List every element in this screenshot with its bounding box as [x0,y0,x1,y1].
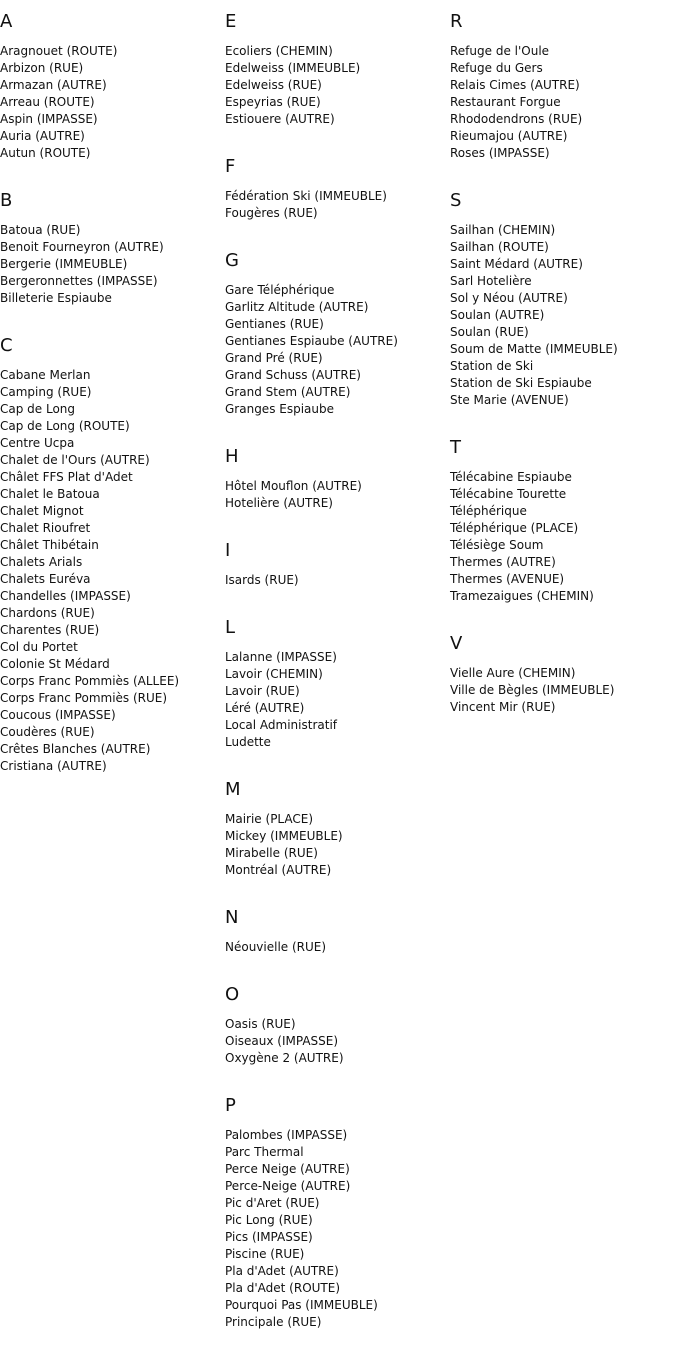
street-list-item [225,60,450,77]
street-list-item [450,307,675,324]
street-list-item [0,656,225,673]
street-list [450,33,675,179]
street-link[interactable]: Corps Franc Pommiès (RUE) [0,691,168,705]
street-link[interactable]: Aragnouet (ROUTE) [0,44,118,58]
street-list [450,459,675,622]
street-list-item [225,478,450,495]
street-link[interactable]: Roses (IMPASSE) [450,146,550,160]
letter-heading: N [225,907,239,928]
street-link[interactable]: Station de Ski Espiaube [450,376,592,390]
street-list [225,929,450,973]
letter-heading: S [450,190,462,211]
street-list-item [0,554,225,571]
street-list-item [450,469,675,486]
street-link[interactable]: Sailhan (CHEMIN) [450,223,556,237]
street-link[interactable]: Palombes (IMPASSE) [225,1128,348,1142]
street-list-item [0,520,225,537]
street-link[interactable]: Cristiana (AUTRE) [0,759,107,773]
street-list-item [225,1144,450,1161]
street-link[interactable]: Local Administratif [225,718,338,732]
street-list [225,639,450,768]
letter-section [225,606,450,768]
street-list-item [225,1050,450,1067]
street-list [225,33,450,145]
street-link[interactable]: Grand Schuss (AUTRE) [225,368,361,382]
street-link[interactable]: Ludette [225,735,271,749]
street-list-item [225,734,450,751]
street-link[interactable]: Gentianes (RUE) [225,317,324,331]
street-list [0,212,225,324]
street-list-item [225,367,450,384]
street-list-item [0,758,225,775]
street-link[interactable]: Télécabine Espiaube [450,470,572,484]
street-list-item [225,401,450,418]
letter-section [225,435,450,529]
street-index-column [0,0,225,792]
street-link[interactable]: Refuge du Gers [450,61,543,75]
street-link[interactable]: Charentes (RUE) [0,623,100,637]
street-link[interactable]: Crêtes Blanches (AUTRE) [0,742,151,756]
street-link[interactable]: Ville de Bègles (IMMEUBLE) [450,683,615,697]
street-index-column [225,0,450,1348]
street-link[interactable]: Cabane Merlan [0,368,91,382]
street-list-item [0,222,225,239]
street-link[interactable]: Pla d'Adet (AUTRE) [225,1264,339,1278]
street-list-item [0,571,225,588]
street-list-item [225,700,450,717]
street-list-item [225,1229,450,1246]
letter-heading: M [225,779,241,800]
street-list [450,212,675,426]
street-list-item [0,452,225,469]
street-list [225,178,450,239]
letter-section [225,239,450,435]
street-list-item [225,1280,450,1297]
street-link[interactable]: Garlitz Altitude (AUTRE) [225,300,369,314]
street-link[interactable]: Pic Long (RUE) [225,1213,313,1227]
street-link[interactable]: Tramezaigues (CHEMIN) [450,589,594,603]
street-link[interactable]: Léré (AUTRE) [225,701,305,715]
street-list-item [0,128,225,145]
street-link[interactable]: Colonie St Médard [0,657,110,671]
street-list-item [0,605,225,622]
street-list-item [0,94,225,111]
street-list-item [225,666,450,683]
street-link[interactable]: Ste Marie (AVENUE) [450,393,569,407]
street-link[interactable]: Restaurant Forgue [450,95,561,109]
street-link[interactable]: Billeterie Espiaube [0,291,112,305]
street-list [225,1117,450,1348]
street-list-item [450,128,675,145]
street-link[interactable]: Chalet Mignot [0,504,84,518]
street-list-item [225,350,450,367]
street-list [225,272,450,435]
street-list-item [450,554,675,571]
street-link[interactable]: Station de Ski [450,359,534,373]
street-list-item [450,239,675,256]
street-link[interactable]: Chalet de l'Ours (AUTRE) [0,453,150,467]
street-list-item [225,316,450,333]
street-link[interactable]: Vincent Mir (RUE) [450,700,556,714]
street-link[interactable]: Chalet Rioufret [0,521,91,535]
street-link[interactable]: Coudères (RUE) [0,725,95,739]
street-link[interactable]: Rhododendrons (RUE) [450,112,583,126]
street-link[interactable]: Télécabine Tourette [450,487,567,501]
street-link[interactable]: Autun (ROUTE) [0,146,91,160]
street-list-item [225,1016,450,1033]
street-list-item [225,828,450,845]
street-list-item [0,145,225,162]
street-link[interactable]: Arreau (ROUTE) [0,95,95,109]
street-list-item [225,1314,450,1331]
street-link[interactable]: Ecoliers (CHEMIN) [225,44,333,58]
street-list-item [450,537,675,554]
street-list-item [450,111,675,128]
letter-section [225,0,450,145]
street-list-item [0,401,225,418]
street-list-item [450,60,675,77]
street-link[interactable]: Sarl Hotelière [450,274,532,288]
letter-section [0,324,225,792]
letter-heading: B [0,190,13,211]
street-link[interactable]: Perce-Neige (AUTRE) [225,1179,351,1193]
street-link[interactable]: Oiseaux (IMPASSE) [225,1034,339,1048]
street-link[interactable]: Hotelière (AUTRE) [225,496,333,510]
street-link[interactable]: Téléphérique [450,504,527,518]
street-list-item [225,1246,450,1263]
street-list-item [450,503,675,520]
street-list [450,655,675,733]
street-list-item [0,435,225,452]
street-link[interactable]: Granges Espiaube [225,402,335,416]
street-link[interactable]: Néouvielle (RUE) [225,940,327,954]
street-list [0,357,225,792]
street-link[interactable]: Mickey (IMMEUBLE) [225,829,343,843]
street-list-item [225,1195,450,1212]
street-list-item [225,649,450,666]
street-list-item [225,845,450,862]
street-list-item [0,537,225,554]
street-link[interactable]: Cap de Long [0,402,76,416]
street-link[interactable]: Bergerie (IMMEUBLE) [0,257,128,271]
street-link[interactable]: Saint Médard (AUTRE) [450,257,583,271]
street-list-item [225,862,450,879]
street-link[interactable]: Fédération Ski (IMMEUBLE) [225,189,387,203]
street-list-item [450,256,675,273]
letter-section [450,179,675,426]
street-link[interactable]: Chalet le Batoua [0,487,100,501]
street-list-item [225,1161,450,1178]
street-link[interactable]: Armazan (AUTRE) [0,78,107,92]
street-link[interactable]: Rieumajou (AUTRE) [450,129,568,143]
street-link[interactable]: Coucous (IMPASSE) [0,708,116,722]
street-list-item [450,341,675,358]
letter-heading: R [450,11,463,32]
street-list-item [0,239,225,256]
street-link[interactable]: Chalets Euréva [0,572,91,586]
street-list-item [450,290,675,307]
letter-section [225,768,450,896]
street-list-item [450,571,675,588]
street-list-item [225,333,450,350]
street-link[interactable]: Téléphérique (PLACE) [450,521,579,535]
street-list-item [225,43,450,60]
street-list-item [450,682,675,699]
street-list-item [225,572,450,589]
street-list-item [0,469,225,486]
street-list-item [225,495,450,512]
letter-section [450,622,675,733]
street-link[interactable]: Cap de Long (ROUTE) [0,419,130,433]
street-link[interactable]: Thermes (AVENUE) [450,572,565,586]
letter-section [225,973,450,1084]
street-link[interactable]: Perce Neige (AUTRE) [225,1162,350,1176]
street-link[interactable]: Aspin (IMPASSE) [0,112,98,126]
street-list-item [225,205,450,222]
street-list-item [450,486,675,503]
street-list [0,33,225,179]
street-link[interactable]: Arbizon (RUE) [0,61,84,75]
street-list-item [0,60,225,77]
street-link[interactable]: Sailhan (ROUTE) [450,240,549,254]
letter-section [450,0,675,179]
street-link[interactable]: Pourquoi Pas (IMMEUBLE) [225,1298,378,1312]
letter-heading: O [225,984,240,1005]
street-list-item [225,1263,450,1280]
street-list-item [0,111,225,128]
street-list-item [225,111,450,128]
street-link[interactable]: Lavoir (CHEMIN) [225,667,323,681]
street-link[interactable]: Chandelles (IMPASSE) [0,589,131,603]
street-list-item [450,43,675,60]
street-link[interactable]: Sol y Néou (AUTRE) [450,291,568,305]
street-link[interactable]: Oxygène 2 (AUTRE) [225,1051,344,1065]
street-link[interactable]: Gentianes Espiaube (AUTRE) [225,334,398,348]
street-list-item [450,665,675,682]
street-link[interactable]: Châlet Thibétain [0,538,99,552]
street-link[interactable]: Estiouere (AUTRE) [225,112,335,126]
letter-section [0,179,225,324]
street-link[interactable]: Edelweiss (IMMEUBLE) [225,61,361,75]
street-link[interactable]: Piscine (RUE) [225,1247,305,1261]
street-list-item [0,673,225,690]
street-link[interactable]: Pic d'Aret (RUE) [225,1196,320,1210]
street-list [225,801,450,896]
street-list-item [225,77,450,94]
street-link[interactable]: Corps Franc Pommiès (ALLEE) [0,674,180,688]
street-link[interactable]: Edelweiss (RUE) [225,78,322,92]
letter-heading: G [225,250,239,271]
street-link[interactable]: Col du Portet [0,640,78,654]
street-list-item [225,384,450,401]
street-list-item [0,273,225,290]
street-list-item [450,392,675,409]
street-list-item [225,811,450,828]
street-list-item [0,639,225,656]
letter-section [225,145,450,239]
street-list-item [450,324,675,341]
street-list-item [450,699,675,716]
street-link[interactable]: Mairie (PLACE) [225,812,314,826]
street-list-item [225,299,450,316]
street-link[interactable]: Montréal (AUTRE) [225,863,332,877]
street-list-item [225,282,450,299]
letter-section [0,0,225,179]
street-link[interactable]: Chardons (RUE) [0,606,95,620]
street-link[interactable]: Lalanne (IMPASSE) [225,650,337,664]
street-list-item [225,1297,450,1314]
street-link[interactable]: Bergeronnettes (IMPASSE) [0,274,158,288]
street-list-item [450,588,675,605]
letter-heading: A [0,11,13,32]
street-list-item [0,290,225,307]
street-link[interactable]: Télésiège Soum [450,538,544,552]
street-list-item [0,486,225,503]
street-link[interactable]: Gare Téléphérique [225,283,335,297]
street-list-item [0,367,225,384]
letter-heading: I [225,540,231,561]
street-link[interactable]: Grand Pré (RUE) [225,351,323,365]
street-list-item [225,1033,450,1050]
letter-heading: C [0,335,13,356]
letter-heading: T [450,437,461,458]
street-list-item [0,690,225,707]
letter-section [225,1084,450,1348]
street-link[interactable]: Auria (AUTRE) [0,129,85,143]
street-link[interactable]: Soulan (AUTRE) [450,308,545,322]
street-link[interactable]: Pics (IMPASSE) [225,1230,313,1244]
street-link[interactable]: Thermes (AUTRE) [450,555,556,569]
letter-heading: L [225,617,236,638]
street-list-item [225,717,450,734]
street-link[interactable]: Chalets Arials [0,555,83,569]
street-link[interactable]: Soum de Matte (IMMEUBLE) [450,342,618,356]
street-list [225,468,450,529]
street-link[interactable]: Benoit Fourneyron (AUTRE) [0,240,164,254]
street-list-item [225,94,450,111]
street-index-column [450,0,675,733]
street-link[interactable]: Fougères (RUE) [225,206,318,220]
street-list-item [450,273,675,290]
street-link[interactable]: Centre Ucpa [0,436,75,450]
street-link[interactable]: Châlet FFS Plat d'Adet [0,470,133,484]
street-list-item [0,418,225,435]
street-link[interactable]: Batoua (RUE) [0,223,81,237]
street-list-item [450,358,675,375]
street-link[interactable]: Relais Cimes (AUTRE) [450,78,580,92]
street-link[interactable]: Hôtel Mouflon (AUTRE) [225,479,362,493]
street-list-item [0,384,225,401]
street-list-item [450,222,675,239]
street-list-item [225,1212,450,1229]
street-list-item [225,1178,450,1195]
street-list-item [450,77,675,94]
street-list-item [0,724,225,741]
letter-section [225,529,450,606]
street-list-item [225,188,450,205]
street-list-item [0,43,225,60]
street-list-item [0,256,225,273]
street-list-item [0,741,225,758]
street-link[interactable]: Camping (RUE) [0,385,92,399]
street-link[interactable]: Principale (RUE) [225,1315,322,1329]
street-link[interactable]: Oasis (RUE) [225,1017,296,1031]
letter-heading: P [225,1095,236,1116]
street-link[interactable]: Refuge de l'Oule [450,44,550,58]
street-link[interactable]: Vielle Aure (CHEMIN) [450,666,576,680]
street-list-item [450,375,675,392]
street-list-item [225,683,450,700]
street-list-item [0,622,225,639]
street-list-item [450,145,675,162]
street-list-item [0,503,225,520]
street-link[interactable]: Soulan (RUE) [450,325,529,339]
letter-heading: F [225,156,236,177]
letter-heading: E [225,11,237,32]
street-link[interactable]: Lavoir (RUE) [225,684,300,698]
street-link[interactable]: Mirabelle (RUE) [225,846,318,860]
street-list [225,1006,450,1084]
street-list [225,562,450,606]
street-link[interactable]: Pla d'Adet (ROUTE) [225,1281,341,1295]
street-list-item [225,939,450,956]
letter-heading: V [450,633,463,654]
street-list-item [0,707,225,724]
letter-section [225,896,450,973]
street-link[interactable]: Parc Thermal [225,1145,304,1159]
street-list-item [0,588,225,605]
street-link[interactable]: Grand Stem (AUTRE) [225,385,351,399]
street-link[interactable]: Isards (RUE) [225,573,299,587]
letter-heading: H [225,446,239,467]
street-link[interactable]: Espeyrias (RUE) [225,95,321,109]
letter-section [450,426,675,622]
street-list-item [450,94,675,111]
street-list-item [225,1127,450,1144]
street-list-item [0,77,225,94]
street-list-item [450,520,675,537]
